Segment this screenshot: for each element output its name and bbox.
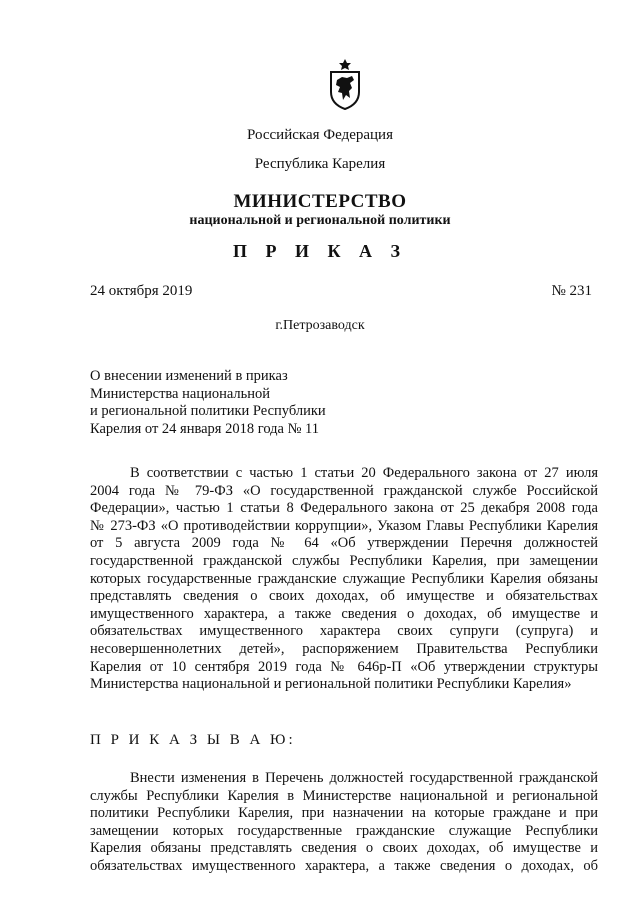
- paragraph-line: несовершеннолетних детей», распоряжением Правительства Республики: [90, 640, 598, 657]
- paragraph-line: В соответствии с частью 1 статьи 20 Федерального закона от 27 июля: [130, 465, 598, 481]
- paragraph-line: службы Республики Карелия в Министерстве национальной и региональной: [90, 787, 598, 804]
- document-type-title: П Р И К А З: [232, 241, 408, 261]
- paragraph-line: обязательствах имущественного характера своих супруги (супруга) и: [90, 623, 598, 640]
- paragraph-line: Карелия от 10 сентября 2019 года № 646р-П «Об утверждении структуры: [90, 658, 598, 675]
- order-number: № 231: [551, 283, 592, 299]
- orders-heading: П Р И К А З Ы В А Ю:: [90, 732, 296, 748]
- paragraph-line: имущественного характера, а также сведения о доходах, об имуществе и: [90, 605, 598, 622]
- paragraph-line: которых государственные гражданские служащие Республики Карелия обязаны: [90, 570, 598, 587]
- paragraph-line: представлять сведения о своих доходах, об имуществе и обязательствах: [90, 588, 598, 605]
- subject-line: О внесении изменений в приказ: [90, 368, 288, 384]
- paragraph-line: политики Республики Карелия, при назначении на которые граждане и при: [90, 805, 598, 822]
- subject-line: Министерства национальной: [90, 385, 271, 402]
- federation-label: Российская Федерация: [247, 127, 393, 143]
- republic-label: Республика Карелия: [254, 156, 386, 172]
- paragraph-line: Карелия обязаны представлять сведения о своих доходах, об имуществе и: [90, 840, 598, 857]
- paragraph-line: от 5 августа 2009 года № 64 «Об утверждении Перечня должностей: [90, 535, 598, 552]
- order-item-paragraph: [90, 770, 598, 876]
- subject-line: и региональной политики Республики: [90, 403, 326, 419]
- paragraph-line: Министерства национальной и региональной политики Республики Карелия»: [90, 676, 572, 693]
- paragraph-line: государственной гражданской службы Республики Карелия, при замещении: [90, 552, 598, 569]
- paragraph-line: Федерации», частью 1 статьи 8 Федерального закона от 25 декабря 2008 года: [90, 500, 598, 517]
- paragraph-line: № 273-ФЗ «О противодействии коррупции», Указом Главы Республики Карелия: [90, 517, 598, 534]
- karelia-coat-of-arms-icon: [328, 58, 362, 110]
- ministry-title: МИНИСТЕРСТВО: [233, 191, 407, 212]
- paragraph-line: Внести изменения в Перечень должностей государственной гражданской: [130, 770, 598, 786]
- paragraph-line: замещении которых государственные гражданские служащие Республики: [90, 822, 598, 839]
- city-label: г.Петрозаводск: [275, 318, 365, 333]
- order-date: 24 октября 2019: [90, 283, 193, 299]
- order-subject: [90, 368, 370, 438]
- paragraph-line: 2004 года № 79-ФЗ «О государственной гражданской службе Российской: [90, 482, 598, 499]
- paragraph-line: обязательствах имущественного характера, а также сведения о доходах, об: [90, 857, 598, 874]
- ministry-subtitle: национальной и региональной политики: [189, 213, 451, 228]
- subject-line: Карелия от 24 января 2018 года № 11: [90, 420, 320, 437]
- preamble-paragraph: [90, 465, 598, 694]
